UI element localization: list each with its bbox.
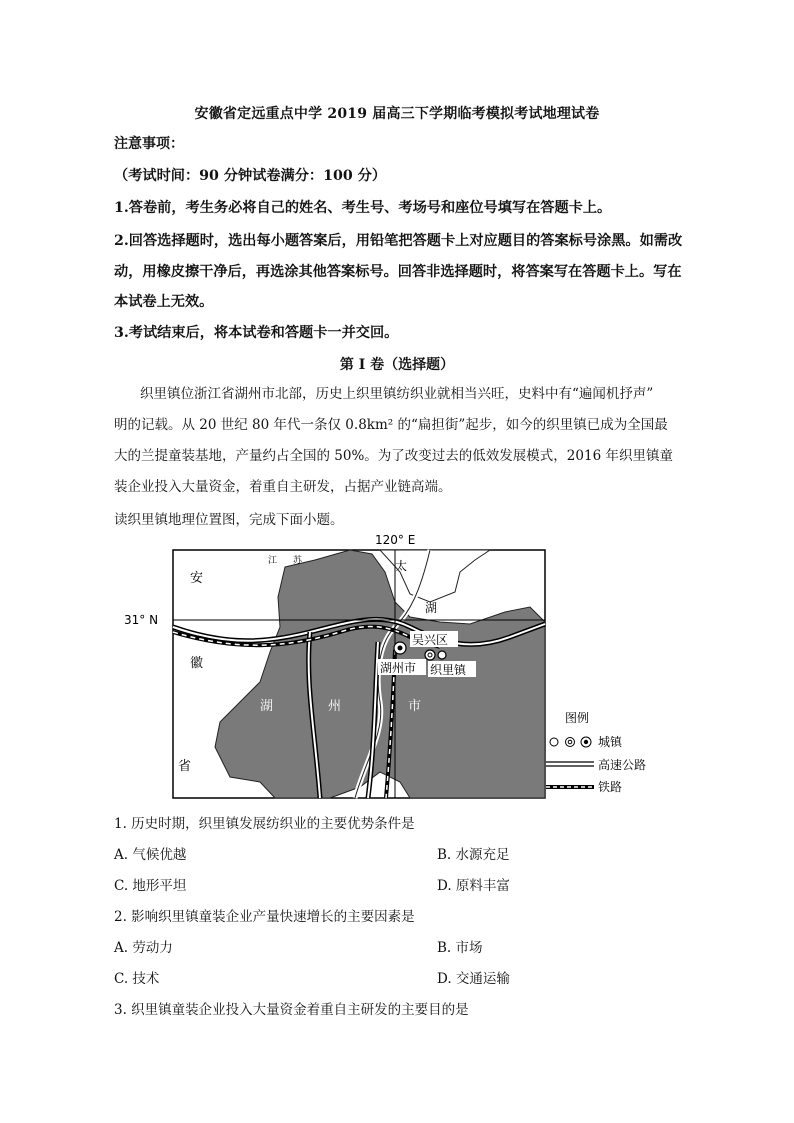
- map-label-an: 安: [190, 571, 204, 586]
- map-label-huzhou-city: 湖州市: [380, 661, 417, 675]
- passage-line-1: 织里镇位浙江省湖州市北部，历史上织里镇纺织业就相当兴旺，史料中有“遍闻机抒声”: [140, 386, 654, 402]
- map-label-huzhou-3: 市: [408, 699, 422, 714]
- passage-line-3: 大的兰提童装基地，产量约占全国的 50%。为了改变过去的低效发展模式，2016 年织里镇童: [114, 448, 673, 464]
- longitude-label: 120° E: [375, 533, 416, 547]
- legend-railway-label: 铁路: [598, 780, 623, 794]
- map-label-hui: 徽: [190, 656, 204, 671]
- notice-item-2-line-3: 本试卷上无效。: [114, 294, 214, 310]
- map-label-wuxing: 吴兴区: [412, 633, 449, 647]
- map-label-jiang: 江: [268, 556, 278, 566]
- passage-line-2: 明的记载。从 20 世纪 80 年代一条仅 0.8km² 的“扁担街”起步，如今的织里镇已成为全国最: [114, 417, 668, 433]
- question-3-stem: 3. 织里镇童装企业投入大量资金着重自主研发的主要目的是: [114, 1002, 469, 1018]
- town-symbol: [438, 651, 446, 659]
- question-1-stem: 1. 历史时期，织里镇发展纺织业的主要优势条件是: [114, 816, 415, 832]
- question-1-option-b[interactable]: B. 水源充足: [437, 847, 510, 863]
- exam-title: 安徽省定远重点中学 2019 届高三下学期临考模拟考试地理试卷: [194, 106, 600, 122]
- map-label-huzhou-1: 湖: [260, 699, 274, 714]
- question-2-option-b[interactable]: B. 市场: [437, 940, 483, 956]
- map-label-tai: 太: [395, 559, 408, 573]
- legend-town-circle: [550, 738, 558, 746]
- question-2-option-a[interactable]: A. 劳动力: [114, 940, 173, 956]
- map-label-zhili: 织里镇: [430, 663, 467, 677]
- question-2-option-d[interactable]: D. 交通运输: [437, 971, 510, 987]
- legend-city-dot: [584, 740, 588, 744]
- map-label-sheng: 省: [178, 759, 192, 774]
- notice-item-2-line-2: 动，用橡皮擦干净后，再选涂其他答案标号。回答非选择题时，将答案写在答题卡上。写在: [114, 264, 682, 280]
- question-2-option-c[interactable]: C. 技术: [114, 971, 160, 987]
- map-label-hu: 湖: [425, 601, 438, 615]
- legend-highway-label: 高速公路: [598, 758, 647, 772]
- question-1-option-a[interactable]: A. 气候优越: [114, 847, 187, 863]
- map-label-su: 苏: [293, 556, 303, 566]
- legend-title: 图例: [565, 711, 590, 725]
- question-1-option-d[interactable]: D. 原料丰富: [437, 878, 510, 894]
- map-label-huzhou-2: 州: [328, 699, 342, 714]
- question-1-option-c[interactable]: C. 地形平坦: [114, 878, 187, 894]
- passage-line-4: 装企业投入大量资金，着重自主研发，占据产业链高端。: [114, 479, 452, 495]
- location-map: [110, 532, 690, 802]
- notice-time: （考试时间：90 分钟试卷满分：100 分）: [114, 168, 387, 184]
- legend-county-circle: [566, 738, 575, 747]
- latitude-label: 31° N: [124, 613, 159, 627]
- zhili-symbol: [425, 650, 435, 660]
- legend-town-label: 城镇: [598, 735, 623, 749]
- section-title: 第 I 卷（选择题）: [339, 357, 455, 373]
- wuxing-dot: [398, 646, 403, 651]
- notice-item-2-line-1: 2.回答选择题时，选出每小题答案后，用铅笔把答题卡上对应题目的答案标号涂黑。如需改: [114, 233, 683, 249]
- notice-item-3: 3.考试结束后，将本试卷和答题卡一并交回。: [114, 325, 399, 341]
- notice-heading: 注意事项：: [114, 136, 184, 152]
- question-2-stem: 2. 影响织里镇童装企业产量快速增长的主要因素是: [114, 909, 415, 925]
- notice-item-1: 1.答卷前，考生务必将自己的姓名、考生号、考场号和座位号填写在答题卡上。: [114, 200, 612, 216]
- passage-instruction: 读织里镇地理位置图，完成下面小题。: [114, 512, 344, 528]
